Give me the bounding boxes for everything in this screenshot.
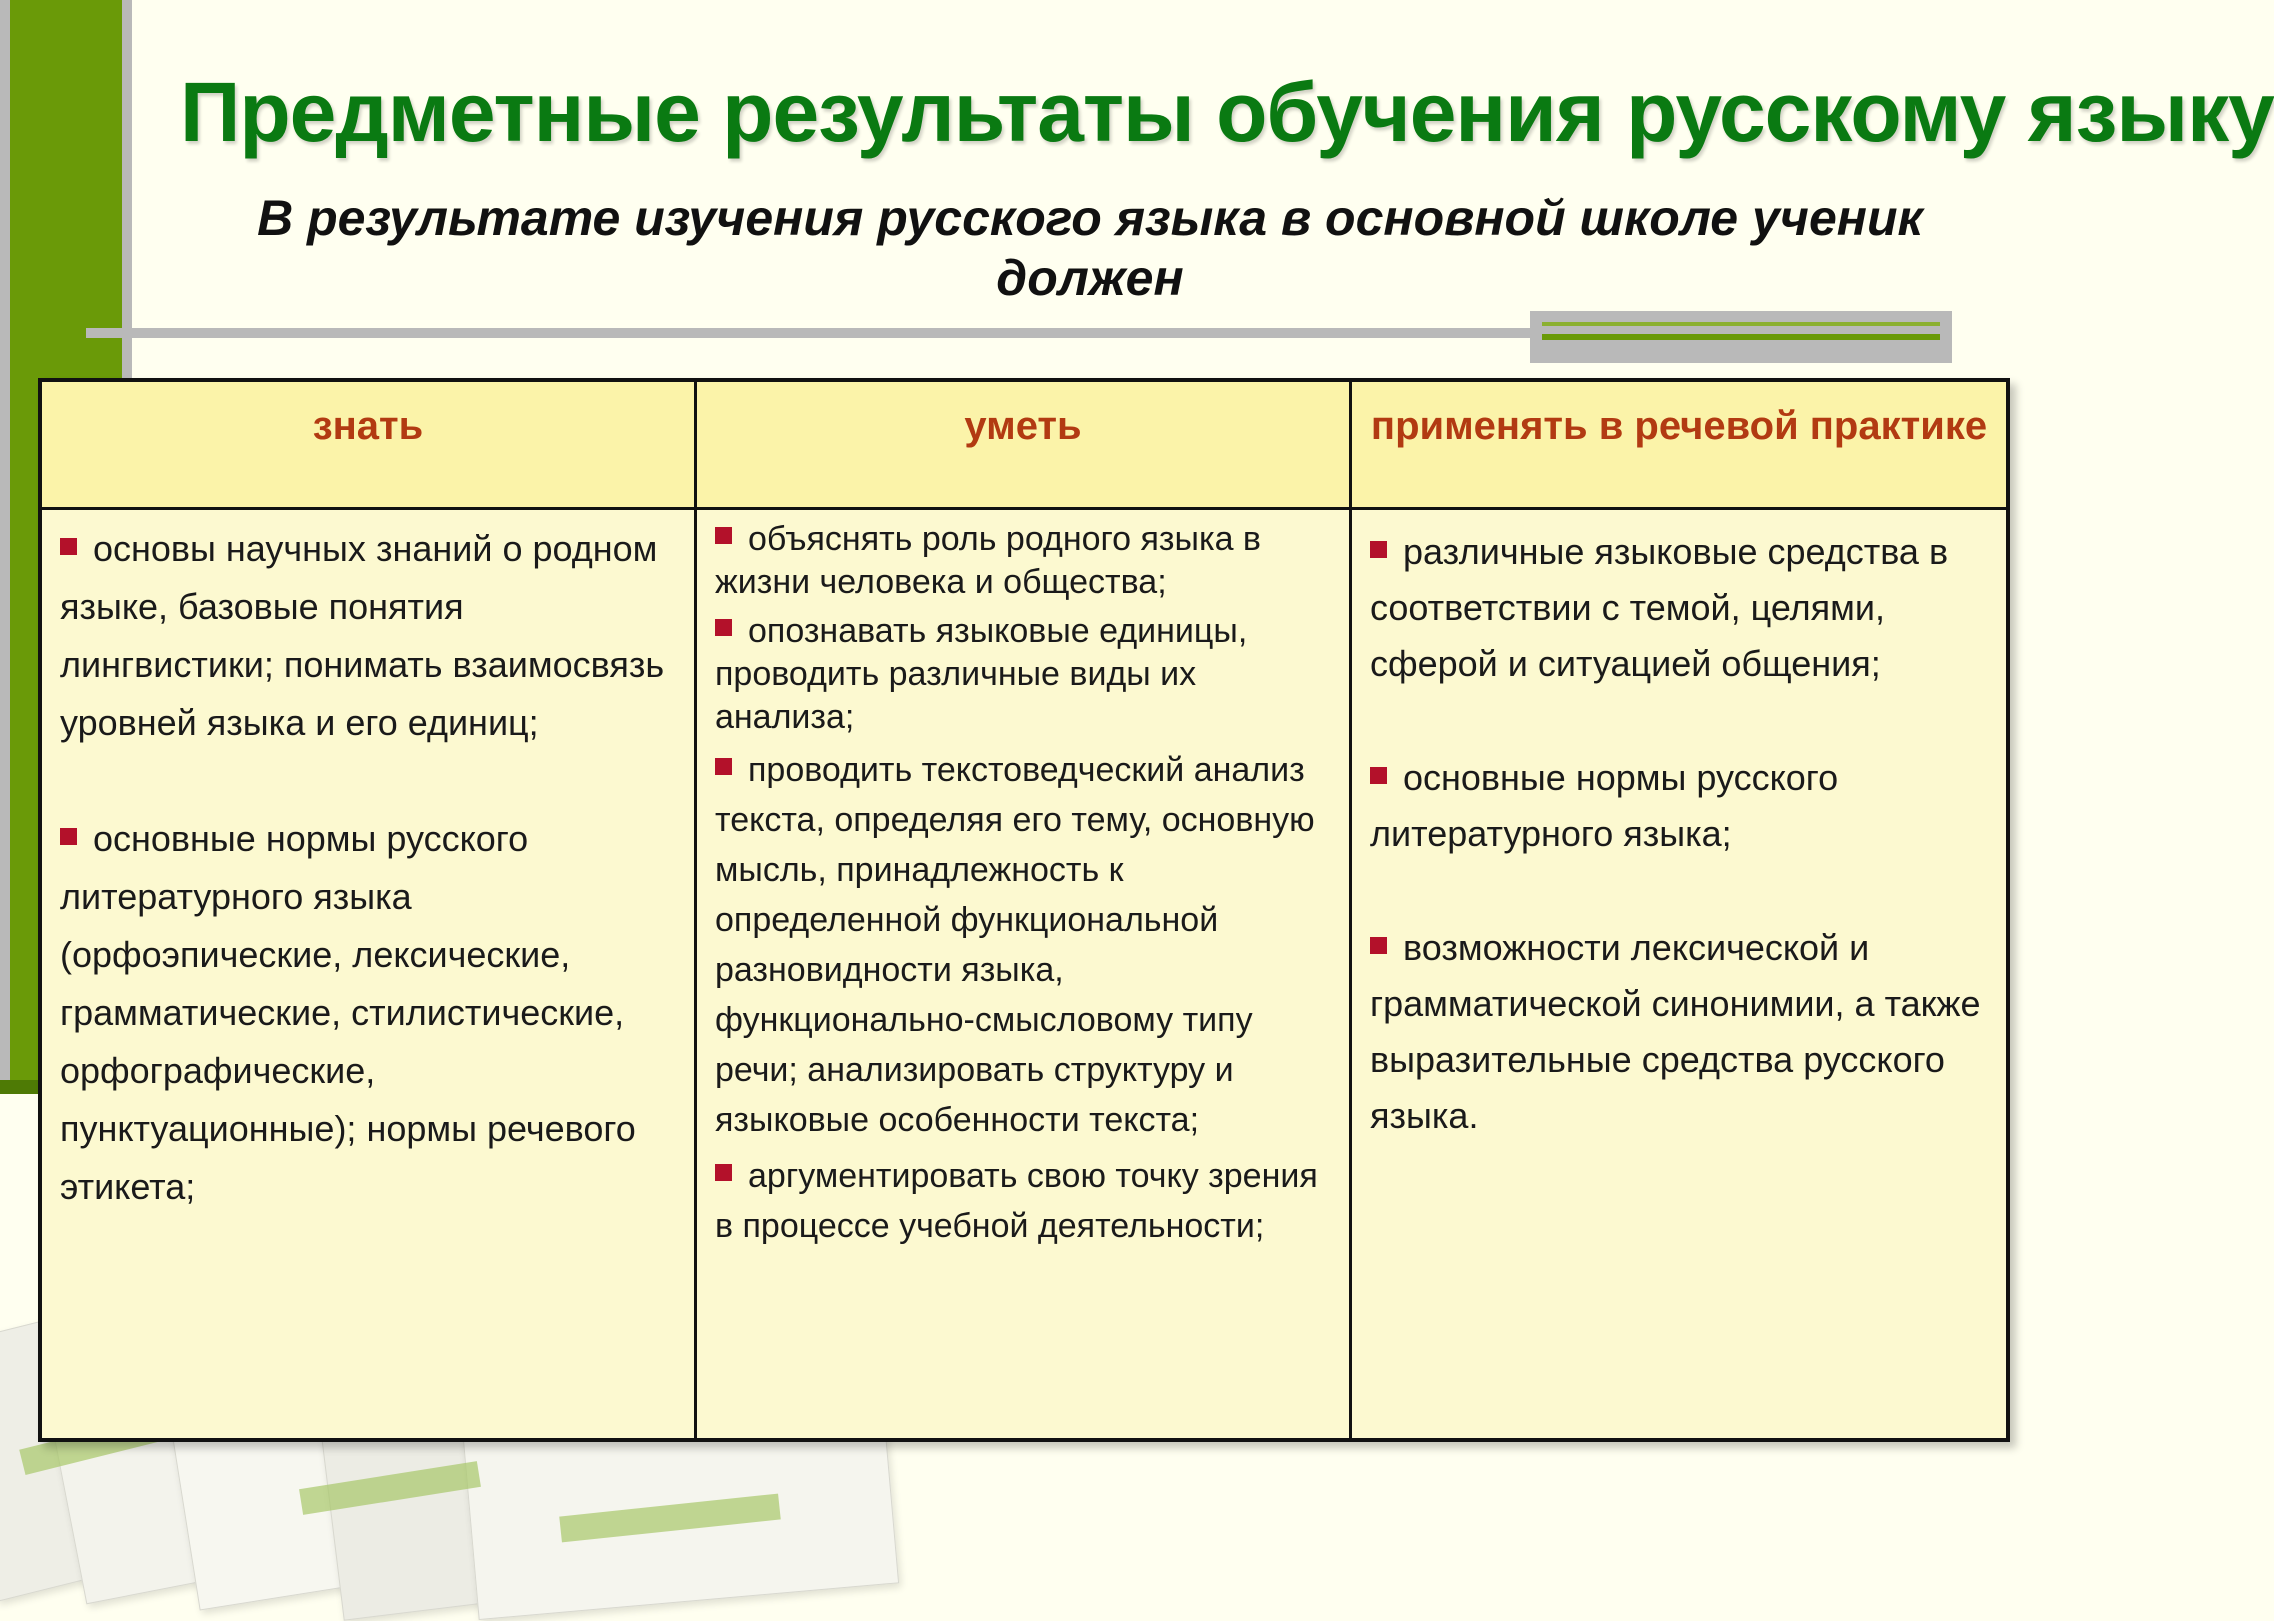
divider-stripe xyxy=(1542,334,1940,340)
square-bullet-icon xyxy=(715,527,732,544)
list-item-text: основные нормы русского литературного языка; xyxy=(1370,757,1839,854)
list-item xyxy=(1370,750,1988,862)
list-item-text: опознавать языковые единицы, проводить различные виды их анализа; xyxy=(715,612,1248,736)
column-header-apply: применять в речевой практике xyxy=(1352,382,2006,510)
column-can-cell xyxy=(697,510,1352,1438)
list-item xyxy=(1370,524,1988,692)
list-item-text: аргументировать свою точку зрения в процессе учебной деятельности; xyxy=(715,1157,1318,1245)
column-know-cell xyxy=(42,510,697,1438)
list-item-text: объяснять роль родного языка в жизни человека и общества; xyxy=(715,520,1261,601)
list-item-text: возможности лексической и грамматической синонимии, а также выразительные средства русского языка. xyxy=(1370,927,1981,1136)
slide-subtitle: В результате изучения русского языка в основной школе ученик должен xyxy=(257,190,1923,306)
list-item xyxy=(715,745,1331,1145)
square-bullet-icon xyxy=(60,828,77,845)
column-header-can: уметь xyxy=(697,382,1352,510)
list-item xyxy=(1370,920,1988,1144)
square-bullet-icon xyxy=(60,538,77,555)
divider-rule xyxy=(86,328,1536,338)
square-bullet-icon xyxy=(715,758,732,775)
list-item xyxy=(60,810,676,1216)
divider-stripe-box xyxy=(1530,311,1952,363)
results-table xyxy=(38,378,2010,1442)
divider-stripe xyxy=(1542,322,1940,326)
list-item xyxy=(715,1151,1331,1251)
list-item xyxy=(715,610,1331,739)
list-item-text: различные языковые средства в соответствии с темой, целями, сферой и ситуацией общения; xyxy=(1370,531,1949,684)
square-bullet-icon xyxy=(1370,541,1387,558)
square-bullet-icon xyxy=(715,1164,732,1181)
list-item-text: основы научных знаний о родном языке, базовые понятия лингвистики; понимать взаимосвязь уровней языка и его единиц; xyxy=(60,528,665,743)
slide-title: Предметные результаты обучения русскому языку xyxy=(180,65,2274,159)
list-item xyxy=(715,518,1331,604)
list-item-text: проводить текстоведческий анализ текста, определяя его тему, основную мысль, принадлежность к определенной функциональной разновидности языка, функционально-смысловому типу речи; анализировать структуру и языковые особенности текста; xyxy=(715,751,1315,1139)
column-header-know: знать xyxy=(42,382,697,510)
list-item-text: основные нормы русского литературного языка (орфоэпические, лексические, грамматические, стилистические, орфографические, пунктуационные); нормы речевого этикета; xyxy=(60,818,636,1207)
list-item xyxy=(60,520,676,752)
left-accent-bar-base xyxy=(0,1080,38,1094)
square-bullet-icon xyxy=(1370,767,1387,784)
square-bullet-icon xyxy=(1370,937,1387,954)
square-bullet-icon xyxy=(715,619,732,636)
column-apply-cell xyxy=(1352,510,2006,1438)
